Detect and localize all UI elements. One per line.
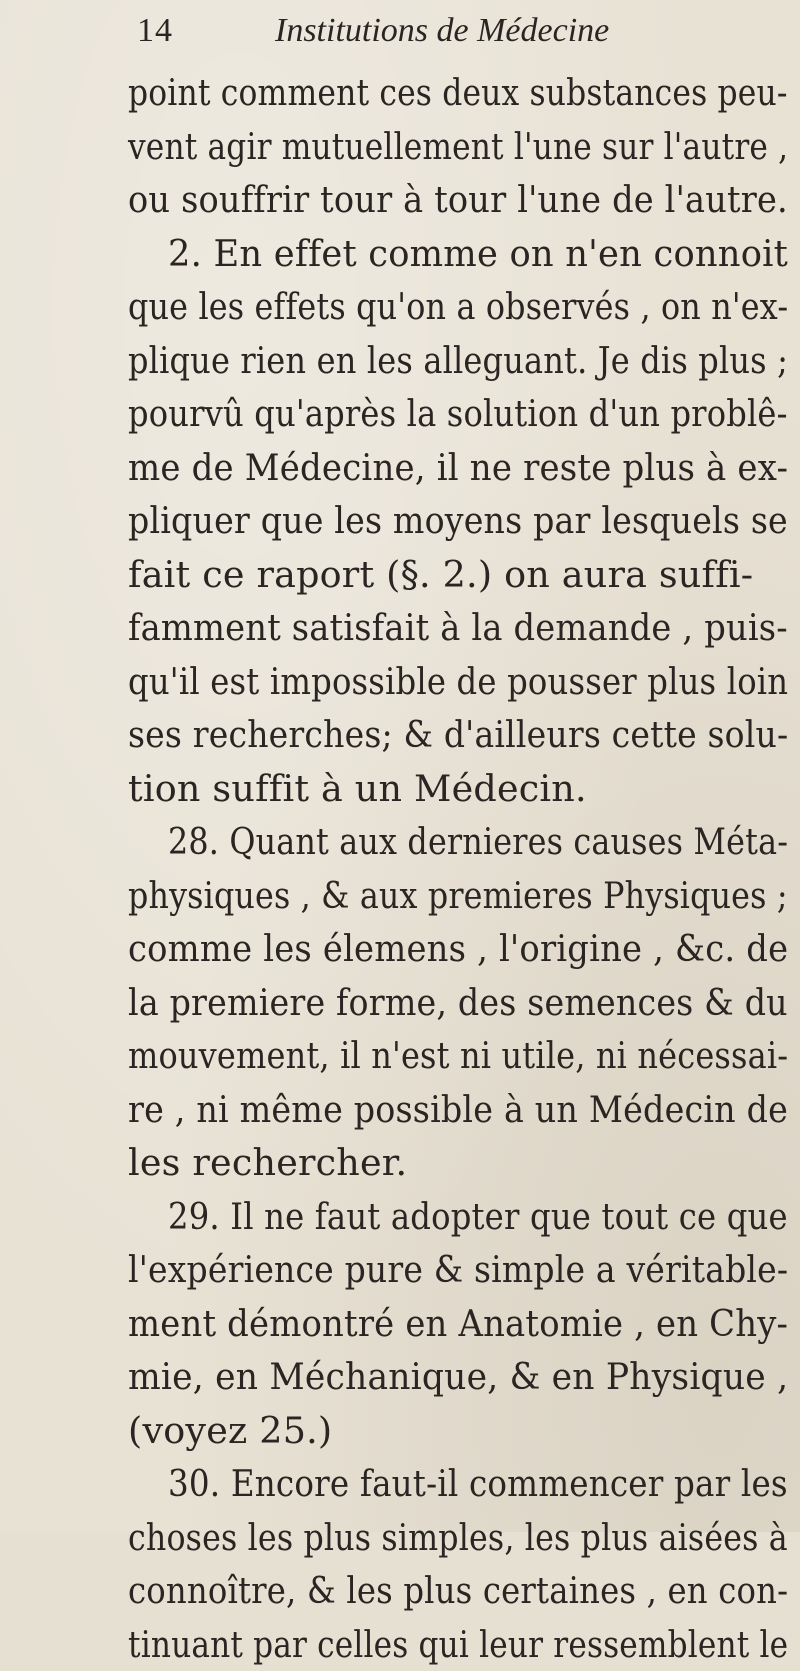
text-line: les rechercher.: [128, 1136, 788, 1190]
text-line: ses recherches; & d'ailleurs cette solu-: [128, 708, 788, 762]
text-line: pliquer que les moyens par lesquels se: [128, 494, 788, 548]
text-line: famment satisfait à la demande , puis-: [128, 601, 788, 655]
text-line: l'expérience pure & simple a véritable-: [128, 1243, 788, 1297]
text-line: me de Médecine, il ne reste plus à ex-: [128, 441, 788, 495]
text-line: physiques , & aux premieres Physiques ;: [128, 869, 788, 923]
text-line: plique rien en les alleguant. Je dis plus ;: [128, 334, 788, 388]
text-line: comme les élemens , l'origine , &c. de: [128, 922, 788, 976]
text-line: re , ni même possible à un Médecin de: [128, 1083, 788, 1137]
body-text: [128, 66, 788, 1671]
text-line: 2. En effet comme on n'en connoit: [128, 227, 788, 281]
text-line: 30. Encore faut-il commencer par les: [128, 1457, 788, 1511]
text-line: tinuant par celles qui leur ressemblent le: [128, 1618, 788, 1671]
text-line: choses les plus simples, les plus aisées à: [128, 1511, 788, 1565]
page-number: 14: [137, 12, 173, 50]
text-line: mie, en Méchanique, & en Physique ,: [128, 1350, 788, 1404]
page-header: [125, 8, 725, 58]
text-line: ou souffrir tour à tour l'une de l'autre.: [128, 173, 788, 227]
text-line: fait ce raport (§. 2.) on aura suffi-: [128, 548, 788, 602]
text-line: point comment ces deux substances peu-: [128, 66, 788, 120]
text-line: vent agir mutuellement l'une sur l'autre ,: [128, 120, 788, 174]
text-line: connoître, & les plus certaines , en con-: [128, 1564, 788, 1618]
text-line: qu'il est impossible de pousser plus loin: [128, 655, 788, 709]
text-line: 29. Il ne faut adopter que tout ce que: [128, 1190, 788, 1244]
text-line: ment démontré en Anatomie , en Chy-: [128, 1297, 788, 1351]
text-line: la premiere forme, des semences & du: [128, 976, 788, 1030]
text-line: pourvû qu'après la solution d'un problê-: [128, 387, 788, 441]
text-line: 28. Quant aux dernieres causes Méta-: [128, 815, 788, 869]
text-line: tion suffit à un Médecin.: [128, 762, 788, 816]
text-line: (voyez 25.): [128, 1404, 788, 1458]
running-head: Institutions de Médecine: [275, 12, 609, 50]
text-line: que les effets qu'on a observés , on n'ex-: [128, 280, 788, 334]
text-line: mouvement, il n'est ni utile, ni nécessai-: [128, 1029, 788, 1083]
